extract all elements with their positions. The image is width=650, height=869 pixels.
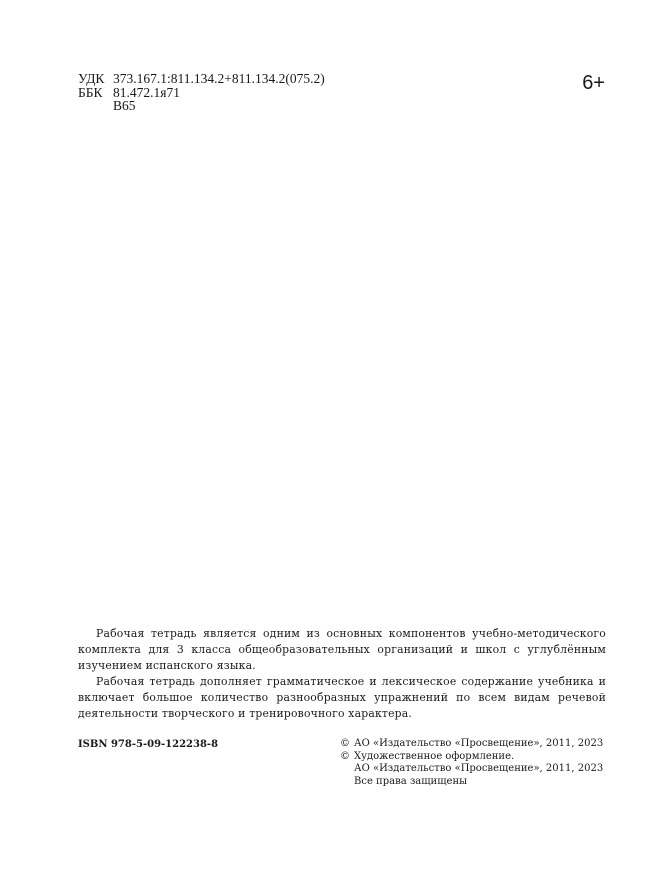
copyright-symbol: ©	[340, 750, 350, 762]
annotation-paragraph-2: Рабочая тетрадь дополняет грамматическое и лексическое содержание учебника и включает большое количество разнообразных упражнений по всем видам речевой деятельности творческого и тренировочного характера.	[78, 675, 606, 720]
annotation	[78, 626, 606, 722]
bbk-value: 81.472.1я71	[113, 84, 180, 100]
copyright-text-3: АО «Издательство «Просвещение», 2011, 2023	[354, 763, 604, 774]
copyright-text-1: АО «Издательство «Просвещение», 2011, 2023	[354, 738, 604, 749]
copyright-text-4: Все права защищены	[354, 775, 468, 787]
copyright-text-2: Художественное оформление.	[354, 750, 515, 762]
annotation-paragraph-1: Рабочая тетрадь является одним из основных компонентов учебно-методического комплекта для 3 класса общеобразовательных организаций и школ с углублённым изучением испанского языка.	[78, 627, 606, 672]
copyright-symbol: ©	[340, 738, 350, 749]
copyright-line-2	[340, 751, 610, 764]
age-rating: 6+	[582, 72, 605, 94]
bbk-label: ББК	[78, 84, 103, 100]
udk-value: 373.167.1:811.134.2+811.134.2(075.2)	[113, 71, 325, 86]
author-mark: В65	[113, 98, 136, 113]
classification-block	[78, 72, 325, 113]
udk-row	[78, 72, 325, 86]
copyright-line-1	[340, 738, 610, 751]
isbn: ISBN 978-5-09-122238-8	[78, 739, 219, 750]
copyright-block	[340, 738, 610, 788]
udk-label: УДК	[78, 71, 105, 86]
bbk-row	[78, 86, 325, 100]
